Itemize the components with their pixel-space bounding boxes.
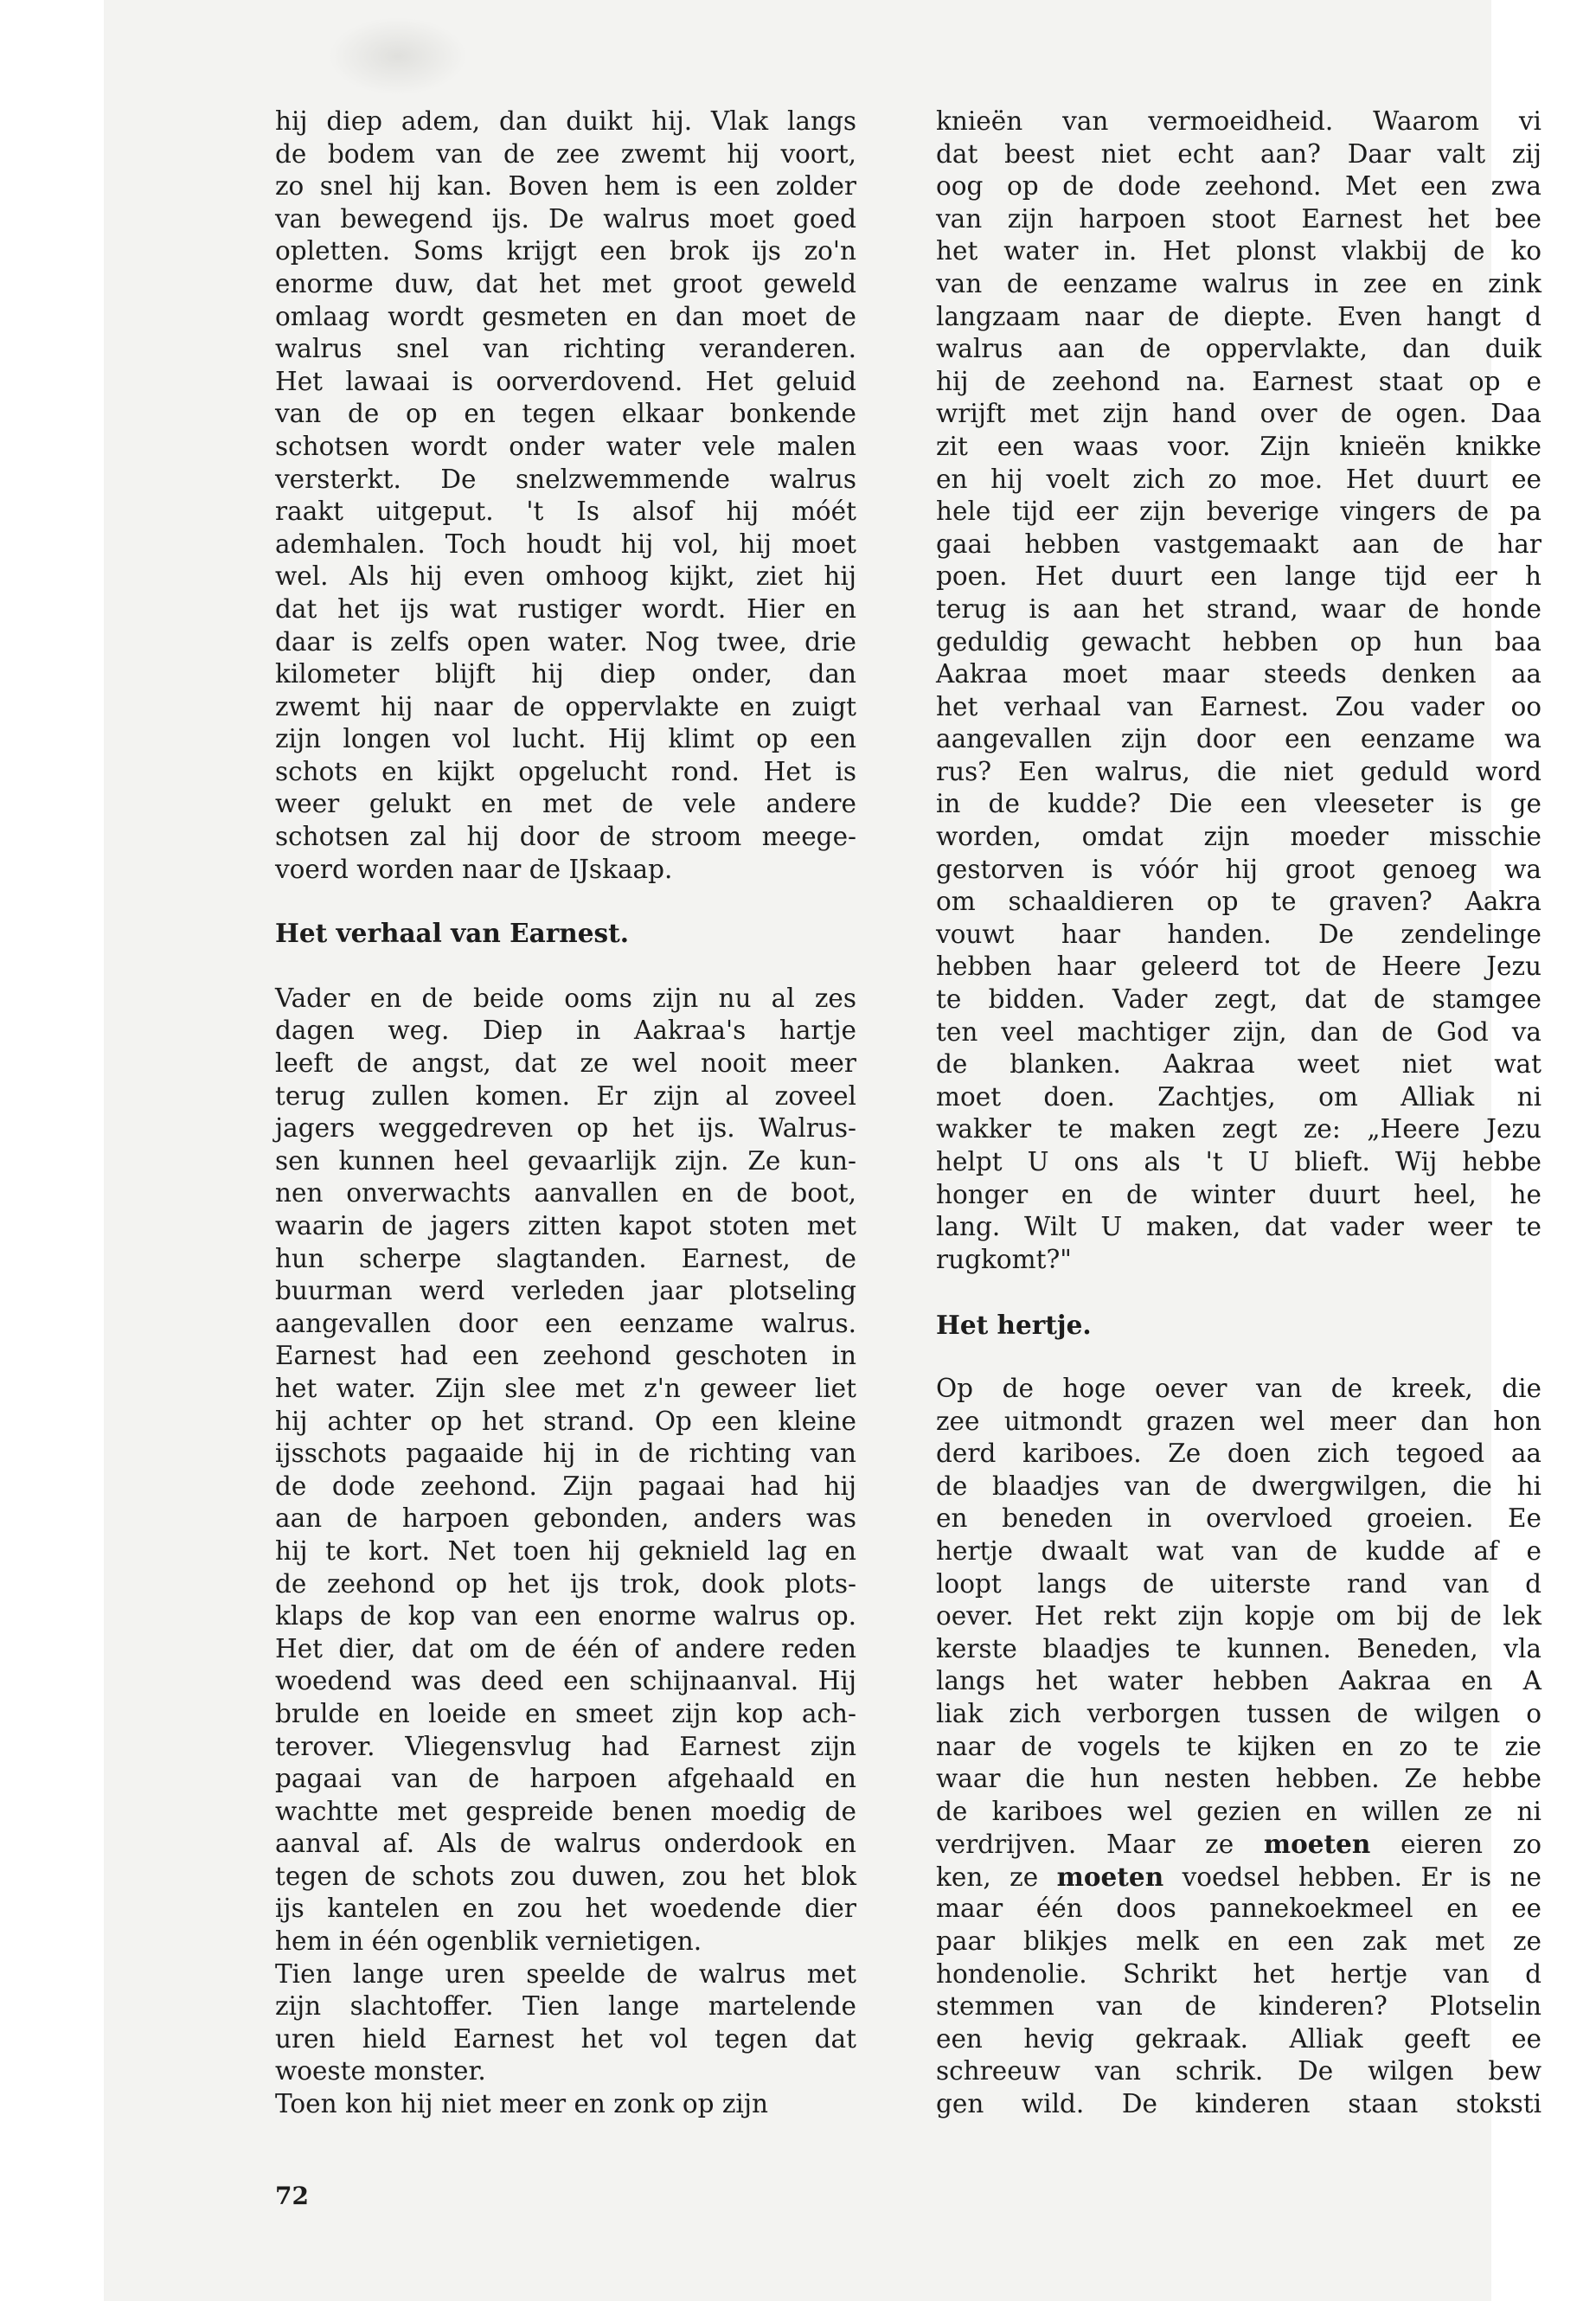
text-line: van bewegend ijs. De walrus moet goed	[275, 203, 856, 234]
right-para-1	[936, 106, 1542, 1276]
text-line: aan de harpoen gebonden, anders was	[275, 1503, 856, 1534]
text-line: van zijn harpoen stoot Earnest het bee	[936, 203, 1542, 234]
text-line: rus? Een walrus, die niet geduld word	[936, 756, 1542, 786]
text-line: terug zullen komen. Er zijn al zoveel	[275, 1080, 856, 1111]
text-line: zijn slachtoffer. Tien lange martelende	[275, 1991, 856, 2022]
text-line: gen wild. De kinderen staan stoksti	[936, 2089, 1542, 2119]
text-line: versterkt. De snelzwemmende walrus	[275, 464, 856, 494]
text-line: hij achter op het strand. Op een kleine	[275, 1406, 856, 1436]
text-line: schreeuw van schrik. De wilgen bew	[936, 2056, 1542, 2086]
heading-het-hertje: Het hertje.	[936, 1310, 1092, 1341]
text-line: in de kudde? Die een vleeseter is ge	[936, 789, 1542, 819]
left-column	[275, 106, 856, 2121]
text-line: sen kunnen heel gevaarlijk zijn. Ze kun-	[275, 1145, 856, 1176]
text-line: raakt uitgeput. 't Is alsof hij móét	[275, 497, 856, 527]
text-line: kerste blaadjes te kunnen. Beneden, vla	[936, 1633, 1542, 1663]
text-line: honger en de winter duurt heel, he	[936, 1179, 1542, 1209]
page-number: 72	[275, 2182, 309, 2210]
text-line: rugkomt?"	[936, 1244, 1072, 1274]
right-para-2	[936, 1373, 1542, 2121]
text-line: Het dier, dat om de één of andere reden	[275, 1633, 856, 1663]
text-line: hondenolie. Schrikt het hertje van d	[936, 1958, 1542, 1989]
text-line: ken, ze moeten voedsel hebben. Er is ne	[936, 1861, 1542, 1892]
text-line: hem in één ogenblik vernietigen.	[275, 1926, 702, 1957]
text-line: Toen kon hij niet meer en zonk op zijn	[275, 2089, 768, 2119]
text-line: hij diep adem, dan duikt hij. Vlak langs	[275, 106, 856, 136]
text-line: gestorven is vóór hij groot genoeg wa	[936, 854, 1542, 884]
text-line: de blaadjes van de dwergwilgen, die hi	[936, 1471, 1542, 1501]
text-line: jagers weggedreven op het ijs. Walrus-	[275, 1113, 856, 1144]
text-line: worden, omdat zijn moeder misschie	[936, 822, 1542, 852]
text-line: waar die hun nesten hebben. Ze hebbe	[936, 1764, 1542, 1794]
left-para-1	[275, 106, 856, 886]
text-line: langzaam naar de diepte. Even hangt d	[936, 301, 1542, 331]
text-line: Earnest had een zeehond geschoten in	[275, 1341, 856, 1371]
text-line: pagaai van de harpoen afgehaald en	[275, 1764, 856, 1794]
text-line: maar één doos pannekoekmeel en ee	[936, 1894, 1542, 1924]
text-line: het verhaal van Earnest. Zou vader oo	[936, 691, 1542, 721]
text-line: brulde en loeide en smeet zijn kop ach-	[275, 1698, 856, 1728]
text-line: oever. Het rekt zijn kopje om bij de lek	[936, 1601, 1542, 1631]
text-line: moet doen. Zachtjes, om Alliak ni	[936, 1081, 1542, 1112]
text-line: nen onverwachts aanvallen en de boot,	[275, 1178, 856, 1208]
text-line: terover. Vliegensvlug had Earnest zijn	[275, 1731, 856, 1761]
text-line: Tien lange uren speelde de walrus met	[275, 1958, 856, 1989]
text-line: opletten. Soms krijgt een brok ijs zo'n	[275, 236, 856, 266]
left-para-2	[275, 983, 856, 1958]
text-line: wakker te maken zegt ze: „Heere Jezu	[936, 1114, 1542, 1144]
left-para-4	[275, 2088, 856, 2121]
text-line: leeft de angst, dat ze wel nooit meer	[275, 1048, 856, 1079]
text-line: omlaag wordt gesmeten en dan moet de	[275, 301, 856, 331]
text-line: zwemt hij naar de oppervlakte en zuigt	[275, 691, 856, 721]
text-line: geduldig gewacht hebben op hun baa	[936, 626, 1542, 657]
text-line: oog op de dode zeehond. Met een zwa	[936, 171, 1542, 202]
text-line: loopt langs de uiterste rand van d	[936, 1568, 1542, 1599]
text-line: de bodem van de zee zwemt hij voort,	[275, 138, 856, 169]
text-line: hele tijd eer zijn beverige vingers de pa	[936, 497, 1542, 527]
text-line: dagen weg. Diep in Aakraa's hartje	[275, 1016, 856, 1046]
text-line: aanval af. Als de walrus onderdook en	[275, 1829, 856, 1859]
text-line: naar de vogels te kijken en zo te zie	[936, 1731, 1542, 1761]
text-line: woedend was deed een schijnaanval. Hij	[275, 1666, 856, 1696]
text-line: walrus snel van richting veranderen.	[275, 334, 856, 364]
text-line: liak zich verborgen tussen de wilgen o	[936, 1698, 1542, 1728]
paper-stain	[329, 17, 467, 95]
text-line: weer gelukt en met de vele andere	[275, 789, 856, 819]
text-line: ten veel machtiger zijn, dan de God va	[936, 1016, 1542, 1047]
text-line: klaps de kop van een enorme walrus op.	[275, 1601, 856, 1631]
text-line: lang. Wilt U maken, dat vader weer te	[936, 1212, 1542, 1242]
text-line: aangevallen zijn door een eenzame wa	[936, 724, 1542, 754]
text-line: stemmen van de kinderen? Plotselin	[936, 1991, 1542, 2022]
text-line: zijn longen vol lucht. Hij klimt op een	[275, 724, 856, 754]
text-line: tegen de schots zou duwen, zou het blok	[275, 1861, 856, 1891]
text-line: Op de hoge oever van de kreek, die	[936, 1373, 1542, 1403]
text-line: Vader en de beide ooms zijn nu al zes	[275, 983, 856, 1013]
text-line: daar is zelfs open water. Nog twee, drie	[275, 626, 856, 657]
text-line: wel. Als hij even omhoog kijkt, ziet hij	[275, 561, 856, 592]
text-line: de zeehond op het ijs trok, dook plots-	[275, 1568, 856, 1599]
text-line: het water in. Het plonst vlakbij de ko	[936, 236, 1542, 266]
text-line: hij te kort. Net toen hij geknield lag en	[275, 1535, 856, 1566]
text-line: ademhalen. Toch houdt hij vol, hij moet	[275, 529, 856, 559]
text-line: en hij voelt zich zo moe. Het duurt ee	[936, 464, 1542, 494]
text-line: hun scherpe slagtanden. Earnest, de	[275, 1243, 856, 1273]
text-line: langs het water hebben Aakraa en A	[936, 1666, 1542, 1696]
text-line: te bidden. Vader zegt, dat de stamgee	[936, 984, 1542, 1015]
text-line: uren hield Earnest het vol tegen dat	[275, 2023, 856, 2054]
text-line: het water. Zijn slee met z'n geweer liet	[275, 1373, 856, 1403]
heading-verhaal-earnest: Het verhaal van Earnest.	[275, 918, 629, 949]
text-line: waarin de jagers zitten kapot stoten met	[275, 1211, 856, 1240]
text-line: de dode zeehond. Zijn pagaai had hij	[275, 1471, 856, 1501]
text-line: buurman werd verleden jaar plotseling	[275, 1276, 856, 1306]
text-line: terug is aan het strand, waar de honde	[936, 593, 1542, 624]
text-line: gaai hebben vastgemaakt aan de har	[936, 529, 1542, 559]
text-line: walrus aan de oppervlakte, dan duik	[936, 334, 1542, 364]
text-line: helpt U ons als 't U blieft. Wij hebbe	[936, 1147, 1542, 1176]
text-line: schotsen zal hij door de stroom meege-	[275, 822, 856, 852]
text-line: hebben haar geleerd tot de Heere Jezu	[936, 952, 1542, 982]
text-line: hij de zeehond na. Earnest staat op e	[936, 366, 1542, 396]
text-line: voerd worden naar de IJskaap.	[275, 854, 673, 884]
text-line: Het lawaai is oorverdovend. Het geluid	[275, 366, 856, 396]
text-line: knieën van vermoeidheid. Waarom vi	[936, 106, 1542, 136]
text-line: de blanken. Aakraa weet niet wat	[936, 1049, 1542, 1080]
text-line: de kariboes wel gezien en willen ze ni	[936, 1796, 1542, 1826]
text-line: dat het ijs wat rustiger wordt. Hier en	[275, 593, 856, 624]
text-line: kilometer blijft hij diep onder, dan	[275, 659, 856, 689]
text-line: vouwt haar handen. De zendelinge	[936, 919, 1542, 949]
left-para-3	[275, 1958, 856, 2088]
text-line: ijsschots pagaaide hij in de richting van	[275, 1439, 856, 1469]
text-line: van de op en tegen elkaar bonkende	[275, 399, 856, 429]
text-line: en beneden in overvloed groeien. Ee	[936, 1503, 1542, 1534]
text-line: derd kariboes. Ze doen zich tegoed aa	[936, 1439, 1542, 1469]
text-line: zit een waas voor. Zijn knieën knikke	[936, 431, 1542, 461]
right-column	[936, 106, 1542, 2121]
text-line: poen. Het duurt een lange tijd eer h	[936, 561, 1542, 592]
text-line: woeste monster.	[275, 2056, 486, 2086]
text-line: enorme duw, dat het met groot geweld	[275, 268, 856, 298]
text-line: zo snel hij kan. Boven hem is een zolder	[275, 171, 856, 202]
text-line: een hevig gekraak. Alliak geeft ee	[936, 2023, 1542, 2054]
text-line: aangevallen door een eenzame walrus.	[275, 1308, 856, 1338]
text-line: paar blikjes melk en een zak met ze	[936, 1926, 1542, 1957]
text-line: hertje dwaalt wat van de kudde af e	[936, 1535, 1542, 1566]
text-line: dat beest niet echt aan? Daar valt zij	[936, 138, 1542, 169]
text-line: zee uitmondt grazen wel meer dan hon	[936, 1406, 1542, 1436]
text-line: schots en kijkt opgelucht rond. Het is	[275, 756, 856, 786]
text-line: wrijft met zijn hand over de ogen. Daa	[936, 399, 1542, 429]
text-line: Aakraa moet maar steeds denken aa	[936, 659, 1542, 689]
text-line: verdrijven. Maar ze moeten eieren zo	[936, 1829, 1542, 1860]
text-line: schotsen wordt onder water vele malen	[275, 431, 856, 461]
text-line: ijs kantelen en zou het woedende dier	[275, 1894, 856, 1924]
text-line: van de eenzame walrus in zee en zink	[936, 268, 1542, 298]
text-line: wachtte met gespreide benen moedig de	[275, 1796, 856, 1826]
text-line: om schaaldieren op te graven? Aakra	[936, 887, 1542, 917]
